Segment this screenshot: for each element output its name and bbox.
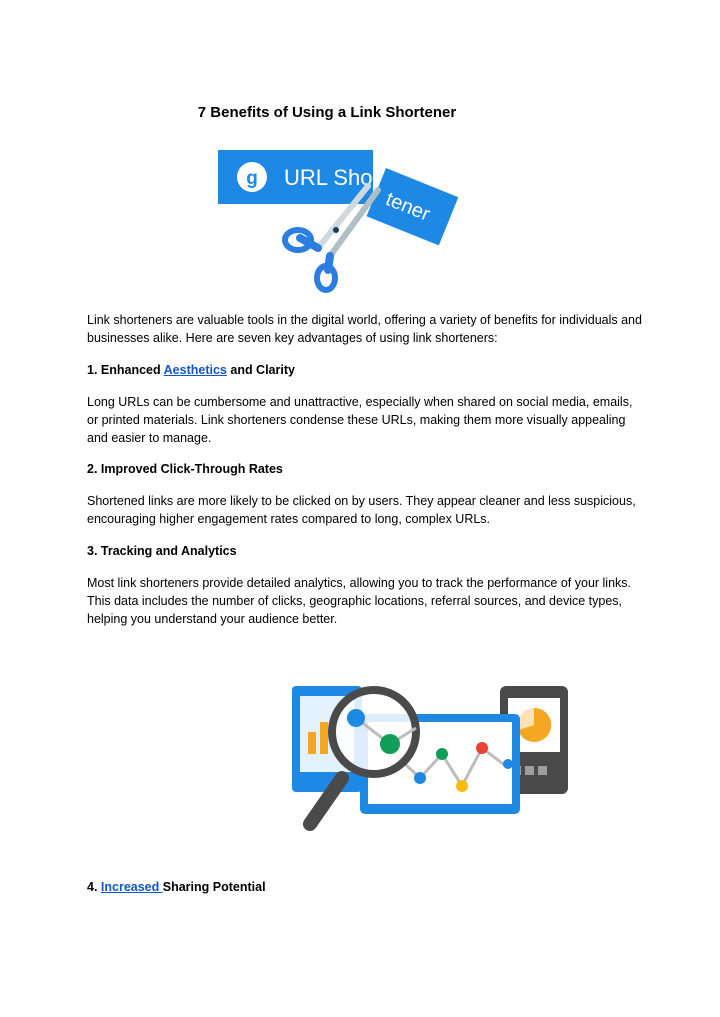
section-1-heading xyxy=(87,361,647,379)
url-shortener-illustration xyxy=(218,146,466,294)
section-1-heading-prefix: 1. Enhanced xyxy=(87,363,164,377)
intro-paragraph: Link shorteners are valuable tools in the digital world, offering a variety of benefits for individuals and businesses alike. Here are seven key advantages of using link shorteners: xyxy=(87,313,642,345)
analytics-illustration xyxy=(290,682,574,834)
section-4-heading-suffix: Sharing Potential xyxy=(162,880,266,894)
section-1-heading-suffix: and Clarity xyxy=(226,363,295,377)
increased-link[interactable]: Increased xyxy=(100,880,163,894)
section-1-body: Long URLs can be cumbersome and unattractive, especially when shared on social media, emails, or printed materials. Link shorteners condense these URLs, making them more visually appealing and easier to manage. xyxy=(87,395,633,445)
banner-right-piece xyxy=(367,168,459,245)
section-4-heading-prefix: 4. xyxy=(87,880,101,894)
aesthetics-link[interactable]: Aesthetics xyxy=(163,363,227,377)
section-2-body: Shortened links are more likely to be clicked on by users. They appear cleaner and less suspicious, encouraging higher engagement rates compared to long, complex URLs. xyxy=(87,494,636,526)
google-logo-letter: g xyxy=(246,168,258,189)
banner-right-text: tener xyxy=(382,188,434,226)
section-2-heading: 2. Improved Click-Through Rates xyxy=(87,462,283,476)
banner-left-text: URL Shor xyxy=(284,165,380,190)
section-4-heading xyxy=(87,878,647,896)
section-3-heading: 3. Tracking and Analytics xyxy=(87,544,237,558)
section-3-body: Most link shorteners provide detailed analytics, allowing you to track the performance of your links. This data includes the number of clicks, geographic locations, referral sources, and device types, helping you understand your audience better. xyxy=(87,576,632,626)
document-title: 7 Benefits of Using a Link Shortener xyxy=(197,104,457,121)
